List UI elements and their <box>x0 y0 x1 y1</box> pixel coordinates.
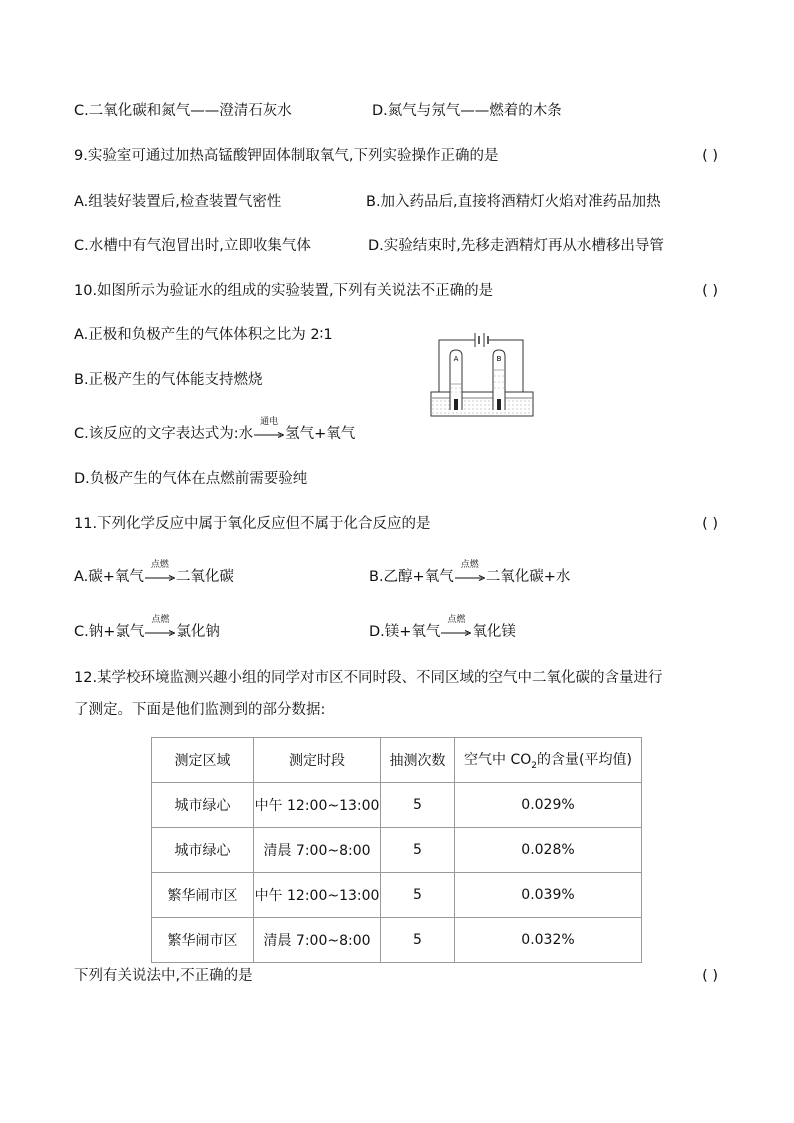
reaction-arrow <box>455 560 485 581</box>
reactants: D.镁+氧气 <box>369 624 441 640</box>
products: 氯化钠 <box>176 624 220 640</box>
reactants: B.乙醇+氧气 <box>369 569 454 585</box>
reaction-arrow <box>254 417 284 438</box>
q10-option-b: B.正极产生的气体能支持燃烧 <box>74 372 263 388</box>
arrow-icon <box>145 630 175 636</box>
tube-a-label: A <box>453 355 459 363</box>
q11-answer-bracket: ( ) <box>702 516 718 532</box>
table-header: 测定区域 <box>152 738 254 783</box>
table-cell: 0.039% <box>455 873 642 918</box>
q8-option-d: D.氮气与氖气——燃着的木条 <box>372 103 562 119</box>
q10-option-c-products: 氢气+氧气 <box>285 426 356 442</box>
reaction-condition: 点燃 <box>151 615 170 625</box>
q11-option-b <box>369 560 571 587</box>
table-header: 测定时段 <box>254 738 381 783</box>
table-cell: 0.028% <box>455 828 642 873</box>
table-cell: 0.029% <box>455 783 642 828</box>
table-cell: 繁华闹市区 <box>152 873 254 918</box>
reaction-arrow <box>145 560 175 581</box>
table-header: 空气中 $CO_2$的含量(平均值) <box>455 738 642 783</box>
reaction-arrow <box>441 615 471 636</box>
products: 二氧化碳 <box>175 569 234 585</box>
table-cell: 城市绿心 <box>152 783 254 828</box>
q9-answer-bracket: ( ) <box>702 148 718 164</box>
arrow-icon <box>441 630 471 636</box>
table-cell: 中午 12:00~13:00 <box>254 783 381 828</box>
table-cell: 清晨 7:00~8:00 <box>254 828 381 873</box>
table-cell: 繁华闹市区 <box>152 918 254 963</box>
q9-option-b: B.加入药品后,直接将酒精灯火焰对准药品加热 <box>366 194 661 210</box>
q9-option-a: A.组装好装置后,检查装置气密性 <box>74 194 282 210</box>
co2-data-table <box>151 737 642 963</box>
products: 氧化镁 <box>472 624 516 640</box>
q10-option-c <box>74 417 356 444</box>
reactants: A.碳+氧气 <box>74 569 144 585</box>
table-cell: 清晨 7:00~8:00 <box>254 918 381 963</box>
reaction-arrow <box>145 615 175 636</box>
reaction-condition: 通电 <box>260 417 279 427</box>
table-cell: 0.032% <box>455 918 642 963</box>
q10-option-a: A.正极和负极产生的气体体积之比为 2∶1 <box>74 327 333 343</box>
q10-answer-bracket: ( ) <box>702 283 718 299</box>
q11-option-c <box>74 615 220 642</box>
table-header: 抽测次数 <box>381 738 455 783</box>
q11-option-d <box>369 615 516 642</box>
q9-option-c: C.水槽中有气泡冒出时,立即收集气体 <box>74 238 311 254</box>
q8-option-c: C.二氧化碳和氮气——澄清石灰水 <box>74 103 292 119</box>
table-row <box>152 873 642 918</box>
table-cell: 5 <box>381 873 455 918</box>
table-cell: 中午 12:00~13:00 <box>254 873 381 918</box>
q9-stem: 9.实验室可通过加热高锰酸钾固体制取氧气,下列实验操作正确的是 <box>74 148 499 164</box>
reaction-condition: 点燃 <box>460 560 479 570</box>
arrow-icon <box>455 575 485 581</box>
q12-answer-bracket: ( ) <box>702 968 718 984</box>
battery-icon <box>475 333 488 347</box>
q12-stem-line2: 了测定。下面是他们监测到的部分数据: <box>74 702 326 718</box>
q12-stem-line1: 12.某学校环境监测兴趣小组的同学对市区不同时段、不同区域的空气中二氧化碳的含量进行 <box>74 670 663 686</box>
table-row <box>152 828 642 873</box>
q10-option-c-prefix: C.该反应的文字表达式为:水 <box>74 426 254 442</box>
products: 二氧化碳+水 <box>485 569 571 585</box>
table-row <box>152 783 642 828</box>
table-row <box>152 918 642 963</box>
q9-option-d: D.实验结束时,先移走酒精灯再从水槽移出导管 <box>368 238 664 254</box>
table-cell: 城市绿心 <box>152 828 254 873</box>
q11-option-a <box>74 560 234 587</box>
q10-stem: 10.如图所示为验证水的组成的实验装置,下列有关说法不正确的是 <box>74 283 494 299</box>
reactants: C.钠+氯气 <box>74 624 145 640</box>
reaction-condition: 点燃 <box>150 560 169 570</box>
table-cell: 5 <box>381 783 455 828</box>
arrow-icon <box>254 432 284 438</box>
electrolysis-apparatus-figure <box>427 326 537 418</box>
q10-option-d: D.负极产生的气体在点燃前需要验纯 <box>74 471 308 487</box>
q11-stem: 11.下列化学反应中属于氧化反应但不属于化合反应的是 <box>74 516 431 532</box>
table-cell: 5 <box>381 918 455 963</box>
reaction-condition: 点燃 <box>447 615 466 625</box>
table-header-row <box>152 738 642 783</box>
arrow-icon <box>145 575 175 581</box>
tube-b-label: B <box>496 355 502 363</box>
table-cell: 5 <box>381 828 455 873</box>
q12-question: 下列有关说法中,不正确的是 <box>74 968 253 984</box>
